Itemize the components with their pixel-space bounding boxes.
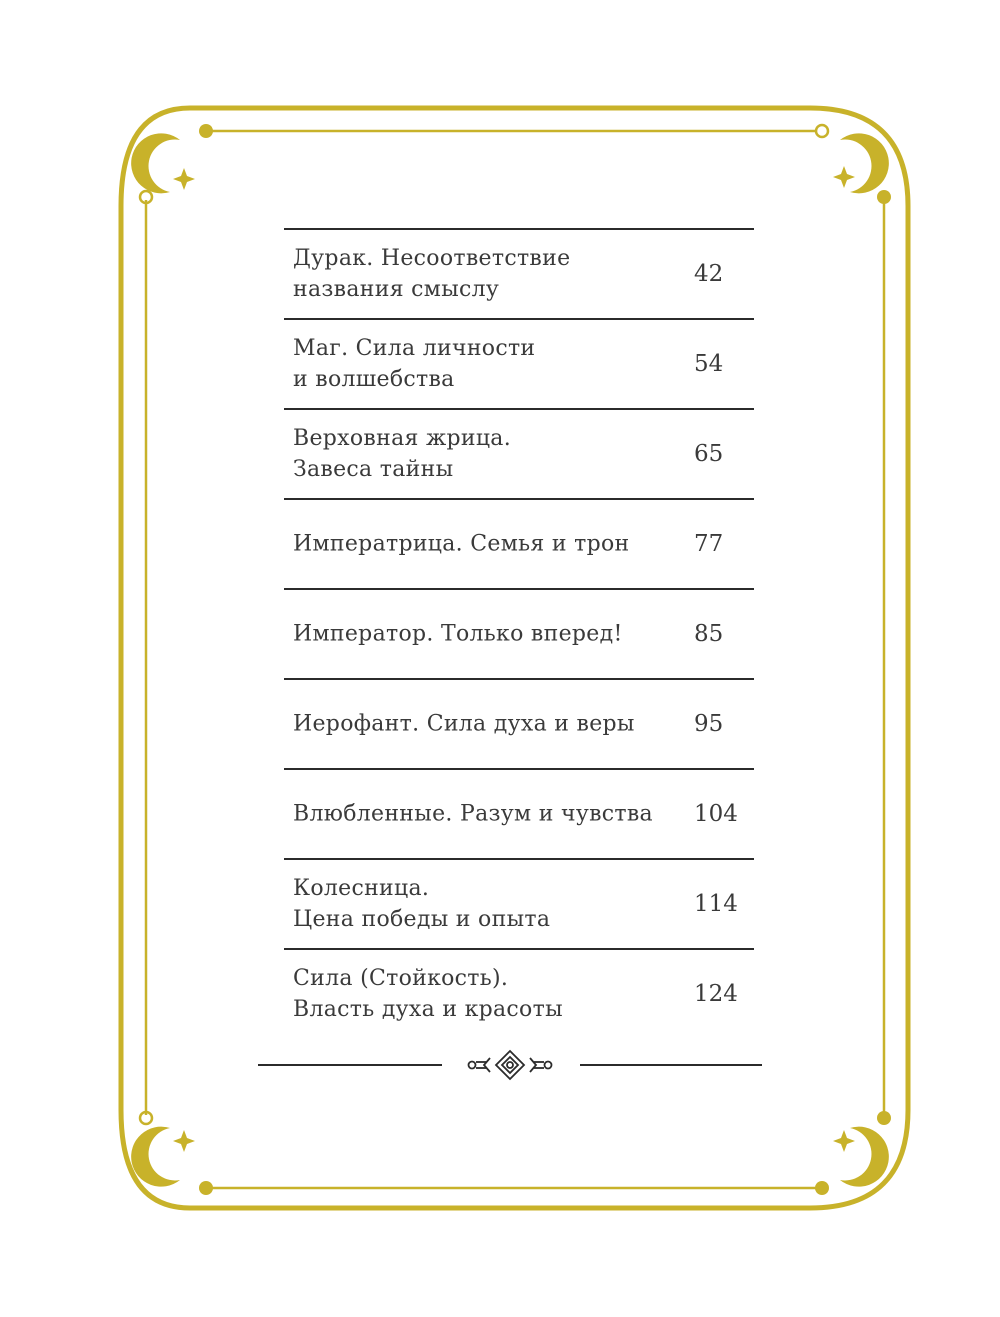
toc-entry-high-priestess xyxy=(284,410,754,500)
table-of-contents xyxy=(284,228,754,1038)
toc-entry-emperor xyxy=(284,590,754,680)
toc-page-number: 124 xyxy=(694,981,738,1007)
toc-entry-title xyxy=(293,243,673,305)
toc-entry-hierophant xyxy=(284,680,754,770)
toc-title-line2: Цена победы и опыта xyxy=(293,907,551,932)
toc-title-line2: Власть духа и красоты xyxy=(293,997,563,1022)
toc-page-number: 104 xyxy=(694,801,738,827)
toc-entry-title xyxy=(293,423,673,485)
toc-entry-title xyxy=(293,799,673,830)
toc-title-line1: Колесница. xyxy=(293,876,430,901)
toc-page-number: 114 xyxy=(694,891,738,917)
toc-title-line1: Дурак. Несоответствие xyxy=(293,246,571,271)
toc-title-line1: Сила (Стойкость). xyxy=(293,966,509,991)
toc-entry-title xyxy=(293,963,673,1025)
toc-page-number: 85 xyxy=(694,621,724,647)
toc-title-line2: и волшебства xyxy=(293,367,455,392)
toc-page-number: 42 xyxy=(694,261,724,287)
toc-page-number: 77 xyxy=(694,531,724,557)
toc-entry-title xyxy=(293,873,673,935)
toc-entry-title xyxy=(293,619,673,650)
toc-entry-magician xyxy=(284,320,754,410)
toc-title-line1: Император. Только вперед! xyxy=(293,621,623,647)
crescent-moon-star-icon xyxy=(833,133,889,193)
diamond-ornament-icon xyxy=(469,1051,552,1079)
crescent-moon-star-icon xyxy=(131,133,195,193)
toc-title-line2: названия смыслу xyxy=(293,277,500,302)
toc-title-line1: Маг. Сила личности xyxy=(293,336,536,361)
toc-title-line1: Влюбленные. Разум и чувства xyxy=(293,801,653,827)
toc-title-line1: Верховная жрица. xyxy=(293,426,511,451)
toc-entry-strength xyxy=(284,950,754,1038)
toc-page-number: 54 xyxy=(694,351,724,377)
ornamental-divider xyxy=(258,1046,762,1082)
toc-entry-title xyxy=(293,529,673,560)
toc-title-line1: Иерофант. Сила духа и веры xyxy=(293,711,635,737)
toc-entry-title xyxy=(293,333,673,395)
toc-entry-empress xyxy=(284,500,754,590)
toc-entry-chariot xyxy=(284,860,754,950)
toc-entry-lovers xyxy=(284,770,754,860)
toc-page-number: 95 xyxy=(694,711,724,737)
toc-entry-fool xyxy=(284,230,754,320)
toc-page-number: 65 xyxy=(694,441,724,467)
toc-title-line2: Завеса тайны xyxy=(293,457,454,482)
toc-entry-title xyxy=(293,709,673,740)
crescent-moon-star-icon xyxy=(131,1127,195,1187)
crescent-moon-star-icon xyxy=(833,1127,889,1187)
toc-title-line1: Императрица. Семья и трон xyxy=(293,531,630,557)
